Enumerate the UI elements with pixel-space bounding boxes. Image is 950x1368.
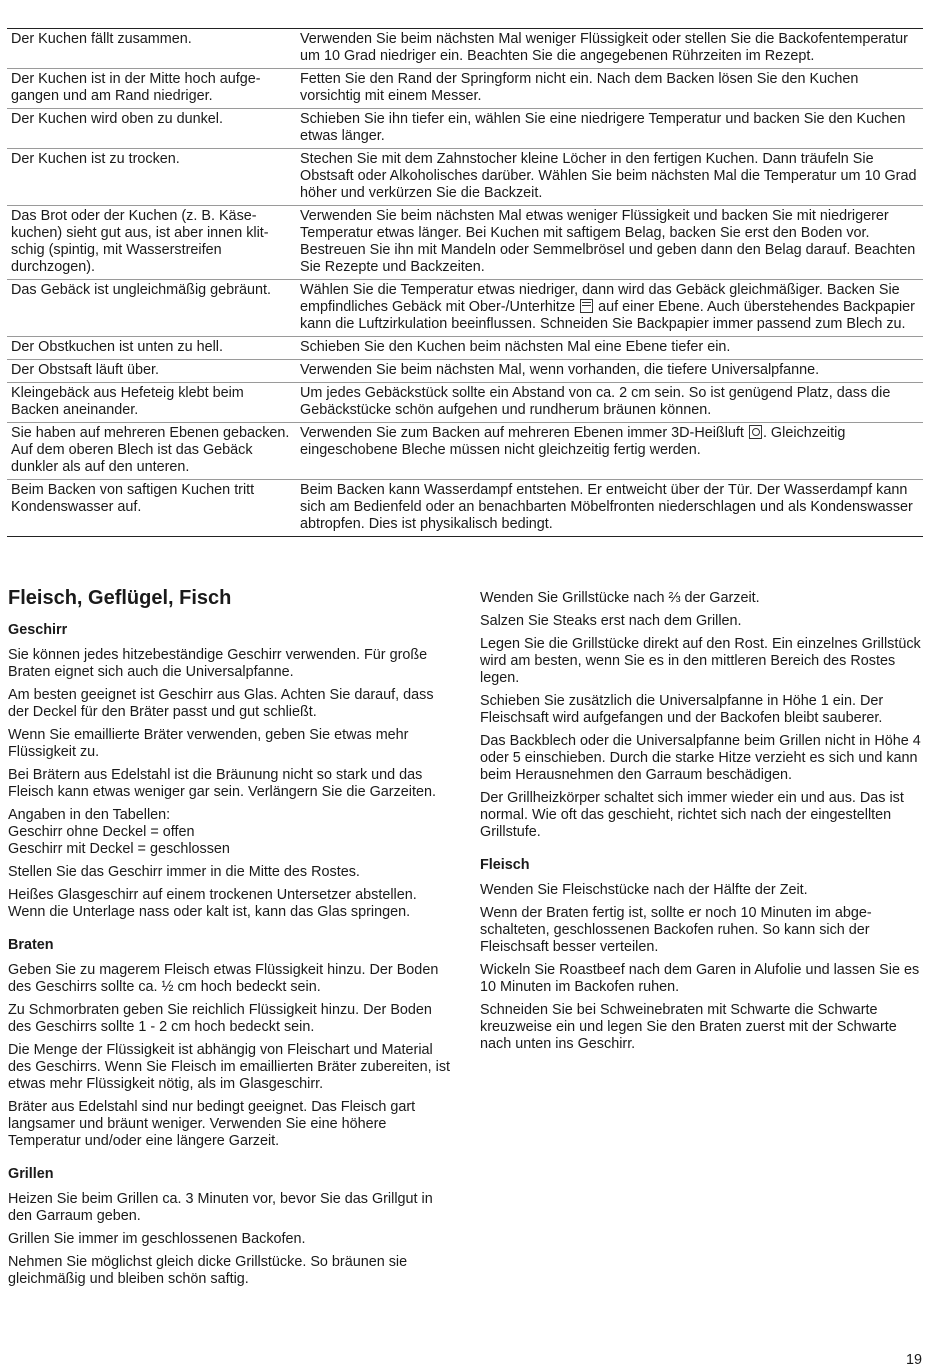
table-row	[7, 29, 923, 69]
heading-braten: Braten	[8, 937, 54, 953]
paragraph: Am besten geeignet ist Geschirr aus Glas. Achten Sie darauf, dass der Deckel für den Bräter passt und gut schließt.	[8, 687, 434, 720]
table-row	[7, 206, 923, 280]
paragraph: Zu Schmorbraten geben Sie reichlich Flüssigkeit hinzu. Der Boden des Geschirrs sollte 1 - 2 cm hoch bedeckt sein.	[8, 1002, 432, 1035]
top-bottom-heat-icon	[580, 299, 593, 313]
paragraph: Sie können jedes hitzebeständige Geschirr verwenden. Für große Braten eignet sich auch die Universalpfanne.	[8, 647, 428, 680]
table-row	[7, 423, 923, 480]
heading-geschirr: Geschirr	[8, 622, 68, 638]
problem-cell: Der Kuchen wird oben zu dunkel.	[7, 109, 296, 149]
table-row	[7, 480, 923, 537]
problem-cell: Der Kuchen fällt zusammen.	[7, 29, 296, 69]
paragraph: Schieben Sie zusätzlich die Universalpfanne in Höhe 1 ein. Der Fleischsaft wird aufgefangen und der Backofen bleibt sauberer.	[480, 693, 884, 726]
paragraph: Nehmen Sie möglichst gleich dicke Grillstücke. So bräunen sie gleichmäßig und bleiben schön saftig.	[8, 1254, 408, 1287]
heading-fleisch: Fleisch	[480, 857, 530, 873]
paragraph: Heizen Sie beim Grillen ca. 3 Minuten vor, bevor Sie das Grillgut in den Garraum geben.	[8, 1191, 433, 1224]
table-row	[7, 109, 923, 149]
page-number: 19	[905, 1352, 922, 1368]
solution-cell	[296, 423, 923, 480]
problem-cell: Der Kuchen ist zu trocken.	[7, 149, 296, 206]
paragraph: Der Grillheizkörper schaltet sich immer wieder ein und aus. Das ist normal. Wie oft das geschieht, richtet sich nach der eingestellten Grillstufe.	[480, 790, 904, 840]
solution-text: Wählen Sie die Temperatur etwas niedriger, dann wird das Gebäck gleichmäßiger. Backen Sie empfindliches Gebäck mit Ober-/Unterhitze	[300, 282, 900, 315]
note-line: Geschirr mit Deckel = geschlossen	[8, 841, 230, 857]
paragraph: Legen Sie die Grillstücke direkt auf den Rost. Ein einzelnes Grillstück wird am besten, wenn Sie es in den mittleren Bereich des Rostes legen.	[480, 636, 921, 686]
paragraph: Heißes Glasgeschirr auf einem trockenen Untersetzer abstellen. Wenn die Unterlage nass oder kalt ist, kann das Glas springen.	[8, 887, 417, 920]
solution-cell: Um jedes Gebäckstück sollte ein Abstand von ca. 2 cm sein. So ist genügend Platz, dass die Gebäckstücke schön aufgehen und rundherum bräunen können.	[296, 383, 923, 423]
problem-cell: Der Kuchen ist in der Mitte hoch aufgegangen und am Rand niedriger.	[7, 69, 296, 109]
paragraph: Wenn der Braten fertig ist, sollte er noch 10 Minuten im abgeschalteten, geschlossenen Backofen ruhen. So kann sich der Fleischsaft besser verteilen.	[480, 905, 872, 955]
problem-cell: Das Gebäck ist ungleichmäßig gebräunt.	[7, 280, 296, 337]
problem-cell: Der Obstkuchen ist unten zu hell.	[7, 337, 296, 360]
table-row	[7, 337, 923, 360]
problem-cell: Das Brot oder der Kuchen (z. B. Käsekuchen) sieht gut aus, ist aber innen klitschig (spintig, mit Wasserstreifen durchzogen).	[7, 206, 296, 280]
paragraph: Geben Sie zu magerem Fleisch etwas Flüssigkeit hinzu. Der Boden des Geschirrs sollte ca. ½ cm hoch bedeckt sein.	[8, 962, 439, 995]
solution-text: Verwenden Sie zum Backen auf mehreren Ebenen immer 3D-Heißluft	[300, 425, 744, 441]
paragraph: Die Menge der Flüssigkeit ist abhängig von Fleischart und Material des Geschirrs. Wenn Sie Fleisch im emaillierten Bräter zubereiten, ist etwas mehr Flüssigkeit nötig, als im Glasgeschirr.	[8, 1042, 451, 1092]
3d-hot-air-icon	[749, 425, 762, 439]
table-row	[7, 149, 923, 206]
solution-cell: Stechen Sie mit dem Zahnstocher kleine Löcher in den fertigen Kuchen. Dann träufeln Sie Obstsaft oder Alkoholisches darüber. Wählen Sie beim nächsten Mal die Temperatur um 10 Grad höher und verkürzen Sie die Backzeit.	[296, 149, 923, 206]
problem-cell: Der Obstsaft läuft über.	[7, 360, 296, 383]
paragraph: Wickeln Sie Roastbeef nach dem Garen in Alufolie und lassen Sie es 10 Minuten im Backofen ruhen.	[480, 962, 920, 995]
solution-cell: Verwenden Sie beim nächsten Mal, wenn vorhanden, die tiefere Universalpfanne.	[296, 360, 923, 383]
solution-text: . Gleichzeitig eingeschobene Bleche müssen nicht gleichzeitig fertig werden.	[300, 425, 846, 458]
table-row	[7, 360, 923, 383]
solution-cell: Schieben Sie den Kuchen beim nächsten Mal eine Ebene tiefer ein.	[296, 337, 923, 360]
solution-cell: Verwenden Sie beim nächsten Mal weniger Flüssigkeit oder stellen Sie die Backofentemperatur um 10 Grad niedriger ein. Beachten Sie die angegebenen Rührzeiten im Rezept.	[296, 29, 923, 69]
paragraph: Wenn Sie emaillierte Bräter verwenden, geben Sie etwas mehr Flüssigkeit zu.	[8, 727, 409, 760]
note-line: Angaben in den Tabellen:	[8, 807, 171, 823]
paragraph: Stellen Sie das Geschirr immer in die Mitte des Rostes.	[8, 864, 360, 880]
heading-grillen: Grillen	[8, 1166, 54, 1182]
troubleshooting-table	[7, 28, 923, 537]
solution-cell	[296, 280, 923, 337]
table-notes	[8, 807, 456, 858]
paragraph: Grillen Sie immer im geschlossenen Backofen.	[8, 1231, 306, 1247]
problem-cell: Beim Backen von saftigen Kuchen tritt Kondenswasser auf.	[7, 480, 296, 537]
paragraph: Schneiden Sie bei Schweinebraten mit Schwarte die Schwarte kreuzweise ein und legen Sie den Braten zuerst mit der Schwarte nach unten ins Geschirr.	[480, 1002, 897, 1052]
right-column	[480, 586, 926, 1059]
solution-text: auf einer Ebene. Auch überstehendes Backpapier kann die Luftzirkulation beeinflussen. Schneiden Sie Backpapier immer passend zum Blech zu.	[300, 299, 915, 332]
paragraph: Wenden Sie Fleischstücke nach der Hälfte der Zeit.	[480, 882, 808, 898]
solution-cell: Fetten Sie den Rand der Springform nicht ein. Nach dem Backen lösen Sie den Kuchen vorsichtig mit einem Messer.	[296, 69, 923, 109]
table-row	[7, 69, 923, 109]
solution-cell: Beim Backen kann Wasserdampf entstehen. Er entweicht über der Tür. Der Wasserdampf kann sich am Bedienfeld oder an benachbarten Möbelfronten niederschlagen und als Kondenswasser abtropfen. Dies ist physikalisch bedingt.	[296, 480, 923, 537]
note-line: Geschirr ohne Deckel = offen	[8, 824, 195, 840]
section-title: Fleisch, Geflügel, Fisch	[8, 587, 232, 609]
solution-cell: Schieben Sie ihn tiefer ein, wählen Sie eine niedrigere Temperatur und backen Sie den Kuchen etwas länger.	[296, 109, 923, 149]
problem-cell: Sie haben auf mehreren Ebenen gebacken. Auf dem oberen Blech ist das Gebäck dunkler als auf den unteren.	[7, 423, 296, 480]
problem-cell: Kleingebäck aus Hefeteig klebt beim Backen aneinander.	[7, 383, 296, 423]
left-column	[8, 586, 456, 1294]
solution-cell: Verwenden Sie beim nächsten Mal etwas weniger Flüssigkeit und backen Sie mit niedrigerer Temperatur etwas länger. Bei Kuchen mit saftigem Belag, backen Sie erst den Boden vor. Bestreuen Sie ihn mit Mandeln oder Semmelbrösel und geben dann den Belag darauf. Beachten Sie Rezepte und Backzeiten.	[296, 206, 923, 280]
paragraph: Salzen Sie Steaks erst nach dem Grillen.	[480, 613, 742, 629]
paragraph: Wenden Sie Grillstücke nach ⅔ der Garzeit.	[480, 590, 760, 606]
table-row	[7, 383, 923, 423]
paragraph: Das Backblech oder die Universalpfanne beim Grillen nicht in Höhe 4 oder 5 einschieben. Durch die starke Hitze verzieht es sich und kann beim Herausnehmen den Garraum beschädigen.	[480, 733, 921, 783]
paragraph: Bei Brätern aus Edelstahl ist die Bräunung nicht so stark und das Fleisch kann etwas weniger gar sein. Verlängern Sie die Garzeiten.	[8, 767, 436, 800]
table-row	[7, 280, 923, 337]
paragraph: Bräter aus Edelstahl sind nur bedingt geeignet. Das Fleisch gart langsamer und bräunt weniger. Verwenden Sie eine höhere Temperatur und/oder eine längere Garzeit.	[8, 1099, 416, 1149]
